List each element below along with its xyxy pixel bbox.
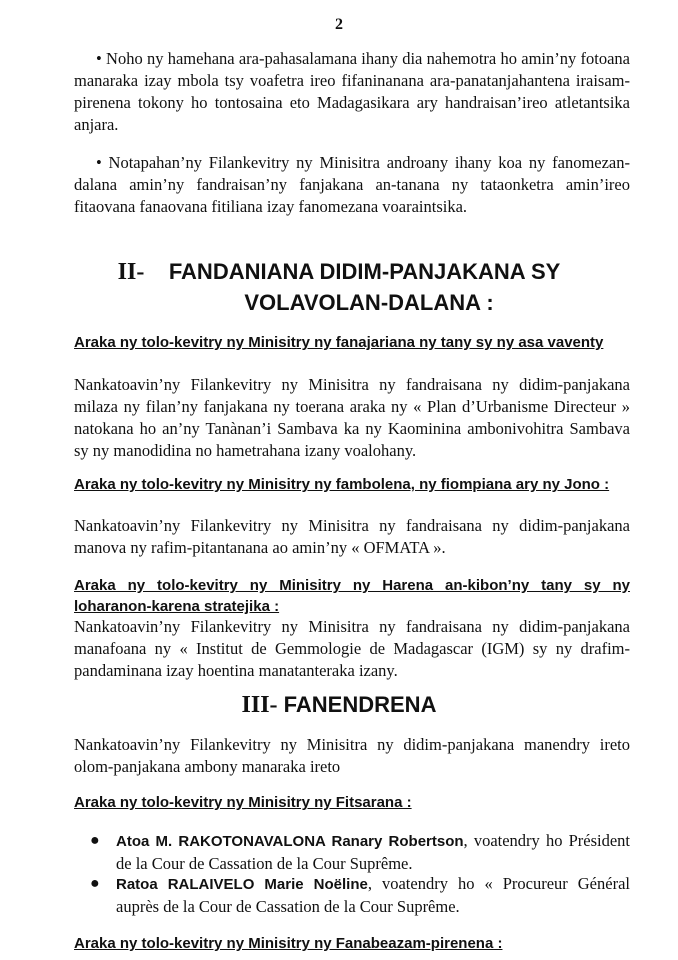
section-3-title-text: FANENDRENA	[283, 692, 437, 717]
section-2-heading-mines: Araka ny tolo-kevitry ny Minisitry ny Harena an-kibon’ny tany sy ny loharanon-karena stratejika :	[74, 577, 630, 615]
section-3-heading-civil-service: Araka ny tolo-kevitry ny Minisitry ny Fanabeazam-pirenena :	[74, 935, 503, 952]
intro-paragraph-2: • Notapahan’ny Filankevitry ny Minisitra androany ihany koa ny fanomezan-dalana amin’ny fandraisan’ny fanjakana an-tanana ny tataonketra amin’ireo fitaovana fanaovana fitiliana izay fanomezana voaraintsika.	[74, 153, 630, 216]
section-3-number: III-	[241, 692, 278, 718]
section-2-number: II-	[117, 259, 145, 285]
section-2-body-land-planning: Nankatoavin’ny Filankevitry ny Minisitra ny fandraisana ny didim-panjakana milaza ny filan’ny fanjakana ny toerana araka ny « Plan d’Urbanisme Directeur » natokana ho an’ny Tanànan’i Sambava ka ny Kaominina ambonivohitra Sambava sy ny manodidina no hametrahana izany voalohany.	[74, 375, 630, 460]
section-2-title-line-1: FANDANIANA DIDIM-PANJAKANA SY	[168, 259, 561, 284]
page-number: 2	[335, 16, 343, 33]
nominee-2	[90, 873, 630, 918]
section-3-intro: Nankatoavin’ny Filankevitry ny Minisitra ny didim-panjakana manendry ireto olom-panjakana ambony manaraka ireto	[74, 735, 630, 776]
section-2-title-line-2: VOLAVOLAN-DALANA :	[244, 290, 494, 315]
section-2-heading-land-planning: Araka ny tolo-kevitry ny Minisitry ny fanajariana ny tany sy ny asa vaventy	[74, 334, 604, 351]
nominee-2-name: Ratoa RALAIVELO Marie Noëline	[116, 876, 368, 893]
section-3-heading-justice: Araka ny tolo-kevitry ny Minisitry ny Fitsarana :	[74, 794, 412, 811]
intro-paragraph-1: • Noho ny hamehana ara-pahasalamana ihany dia nahemotra ho amin’ny fotoana manaraka izay mbola tsy voafetra ireo fifaninanana ara-panatanjahantena iraisam-pirenena tokony ho tontosaina eto Madagasikara ary handraisan’ireo atletantsika anjara.	[74, 49, 630, 134]
section-2-title	[0, 257, 678, 287]
section-2-heading-agriculture: Araka ny tolo-kevitry ny Minisitry ny fambolena, ny fiompiana ary ny Jono :	[74, 476, 610, 493]
nominee-1	[90, 830, 630, 875]
nominee-1-name: Atoa M. RAKOTONAVALONA Ranary Robertson	[116, 833, 464, 850]
section-2-body-mines: Nankatoavin’ny Filankevitry ny Minisitra ny fandraisana ny didim-panjakana manafoana ny « Institut de Gemmologie de Madagascar (IGM) sy ny drafim-pandaminana izay hoentina manatanteraka izany.	[74, 617, 630, 680]
bullet-icon: ●	[90, 875, 100, 892]
nominee-1-role: , voatendry ho Président de la Cour de Cassation de la Cour Suprême.	[116, 831, 630, 873]
bullet-icon: ●	[90, 832, 100, 849]
nominee-2-role: , voatendry ho « Procureur Général auprès de la Cour de Cassation de la Cour Suprême.	[116, 874, 630, 916]
section-3-title	[0, 690, 678, 720]
section-2-body-agriculture: Nankatoavin’ny Filankevitry ny Minisitra ny fandraisana ny didim-panjakana manova ny rafim-pitantanana ao amin’ny « OFMATA ».	[74, 516, 630, 557]
